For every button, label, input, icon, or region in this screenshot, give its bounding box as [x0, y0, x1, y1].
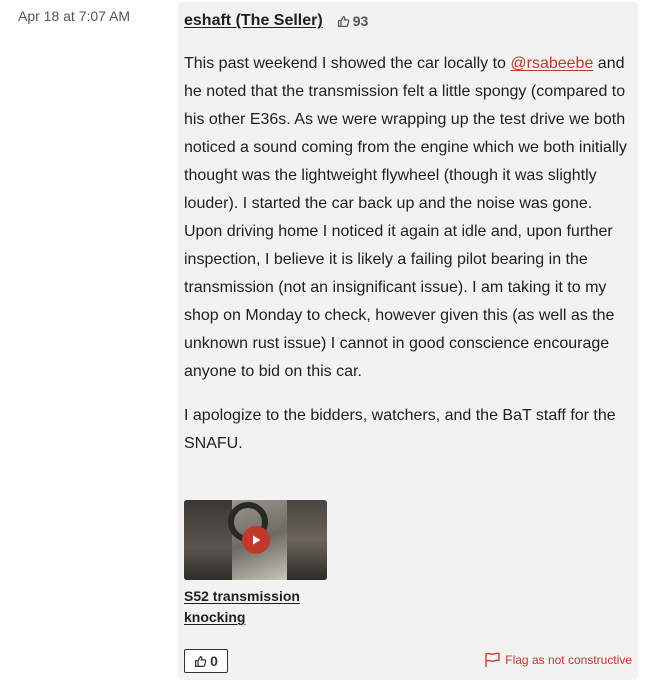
thumbnail-frame	[287, 500, 327, 580]
thumbnail-frame	[184, 500, 232, 580]
comment-paragraph-1	[184, 50, 632, 386]
thumbs-up-icon	[337, 15, 350, 28]
comment-date: Apr 18 at 7:07 AM	[18, 8, 131, 24]
comment-header	[184, 12, 368, 30]
flag-label: Flag as not constructive	[505, 653, 632, 667]
flag-icon	[484, 652, 501, 668]
comment-card	[178, 2, 638, 680]
video-thumbnail[interactable]	[184, 500, 327, 580]
likes-count: 93	[352, 13, 369, 29]
like-button[interactable]	[184, 649, 228, 673]
paragraph-text: This past weekend I showed the car locally to	[184, 55, 511, 72]
paragraph-text: and he noted that the transmission felt a little spongy (compared to his other E36s. As we were wrapping up the test drive we both noticed a sound coming from the engine which we both initially thought was the lightweight flywheel (though it was slightly louder). I started the car back up and the noise was gone. Upon driving home I noticed it again at idle and, upon further inspection, I believe it is likely a failing pilot bearing in the transmission (not an insignificant issue). I am taking it to my shop on Monday to check, however given this (as well as the unknown rust issue) I cannot in good conscience encourage anyone to bid on this car.	[184, 55, 627, 380]
thumbs-up-icon	[194, 655, 207, 668]
flag-button[interactable]	[484, 652, 632, 668]
like-button-count: 0	[210, 653, 218, 669]
comment-likes[interactable]	[337, 13, 369, 29]
comment-body	[184, 50, 632, 474]
comment-paragraph-2: I apologize to the bidders, watchers, and the BaT staff for the SNAFU.	[184, 407, 616, 452]
video-title-link[interactable]: S52 transmission knocking	[184, 588, 300, 625]
author-link[interactable]: eshaft (The Seller)	[184, 12, 323, 29]
mention-link[interactable]: @rsabeebe	[510, 55, 594, 72]
play-icon[interactable]	[242, 526, 270, 554]
